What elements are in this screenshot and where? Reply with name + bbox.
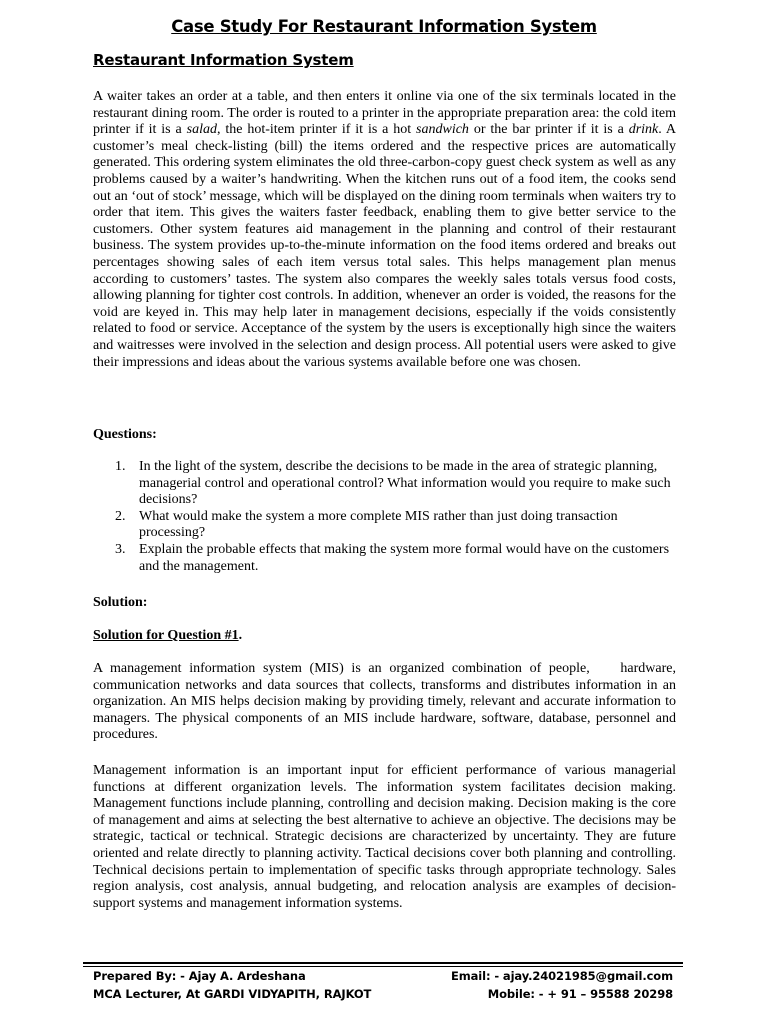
intro-text-1: A waiter takes an order at a table, and then enters it online via one of the six terminals located in the restaurant dining room. The order is routed to a printer in the appropriate preparation area: the cold item printer if it is a: [93, 89, 676, 138]
section-title: Restaurant Information System: [93, 51, 354, 69]
solution-q1-heading: [93, 628, 676, 645]
footer-email: Email: - ajay.24021985@gmail.com: [450, 969, 673, 983]
footer-divider-thin: [83, 966, 683, 967]
question-text: Explain the probable effects that making the system more formal would have on the customers and the management.: [139, 541, 670, 574]
sandwich-term: sandwich: [416, 122, 469, 138]
solution-q1-label: Solution for Question #1: [93, 628, 239, 643]
question-item: [93, 542, 676, 575]
footer-position: MCA Lecturer, At GARDI VIDYAPITH, RAJKOT: [93, 987, 372, 1001]
document-title: Case Study For Restaurant Information System: [171, 17, 597, 36]
footer-divider-thick: [83, 962, 683, 964]
solution-heading: Solution:: [93, 595, 148, 610]
question-number: 2.: [115, 508, 126, 524]
question-text: What would make the system a more complete MIS rather than just doing transaction processing?: [139, 508, 618, 541]
salad-term: salad: [186, 122, 217, 138]
question-number: 3.: [115, 541, 126, 557]
drink-term: drink: [628, 122, 659, 138]
questions-heading: Questions:: [93, 427, 157, 442]
question-item: [93, 459, 676, 509]
footer-mobile: Mobile: - + 91 – 95588 20298: [487, 987, 673, 1001]
question-item: [93, 509, 676, 542]
mis-definition-paragraph: A management information system (MIS) is an organized combination of people, hardware, communication networks and data sources that collects, transforms and distributes information in an organization. An MIS helps decision making by providing timely, relevant and accurate information to managers. The physical components of an MIS include hardware, software, database, personnel and procedures.: [93, 661, 680, 743]
intro-text-3: or the bar printer if it is a: [468, 122, 629, 138]
question-text: In the light of the system, describe the decisions to be made in the area of strategic planning, managerial control and operational control? What information would you require to make such decisions?: [139, 459, 671, 508]
intro-paragraph: [93, 89, 676, 371]
questions-list: [93, 459, 676, 575]
management-info-paragraph: Management information is an important input for efficient performance of various managerial functions at different organization levels. The information system facilitates decision making. Management functions include planning, controlling and decision making. Decision making is the core of management and aims at selecting the best alternative to achieve an objective. The decisions may be strategic, tactical or technical. Strategic decisions are characterized by uncertainty. They are future oriented and relate directly to planning activity. Tactical decisions cover both planning and controlling. Technical decisions pertain to implementation of specific tasks through appropriate technology. Sales region analysis, cost analysis, annual budgeting, and relocation analysis are examples of decision-support systems and management information systems.: [93, 763, 676, 911]
footer-prepared-by: Prepared By: - Ajay A. Ardeshana: [93, 969, 306, 983]
intro-text-4: . A customer’s meal check-listing (bill) the items ordered and the respective prices are automatically generated. This ordering system eliminates the old three-carbon-copy guest check system as well as any problems caused by a waiter’s handwriting. When the kitchen runs out of a food item, the cooks send out an ‘out of stock’ message, which will be displayed on the dining room terminals when waiters try to order that item. This gives the waiters faster feedback, enabling them to give better service to the customers. Other system features aid management in the planning and control of their restaurant business. The system provides up-to-the-minute information on the food items ordered and breaks out percentages showing sales of each item versus total sales. This helps management plan menus according to customers’ tastes. The system also compares the weekly sales totals versus food costs, allowing planning for tighter cost controls. In addition, whenever an order is voided, the reasons for the void are keyed in. This may help later in management decisions, especially if the voids consistently related to food or service. Acceptance of the system by the users is exceptionally high since the waiters and waitresses were involved in the selection and design process. All potential users were asked to give their impressions and ideas about the various systems available before one was chosen.: [93, 122, 677, 370]
question-number: 1.: [115, 459, 126, 474]
intro-text-2: , the hot-item printer if it is a hot: [216, 122, 417, 138]
solution-q1-period: .: [238, 628, 243, 643]
